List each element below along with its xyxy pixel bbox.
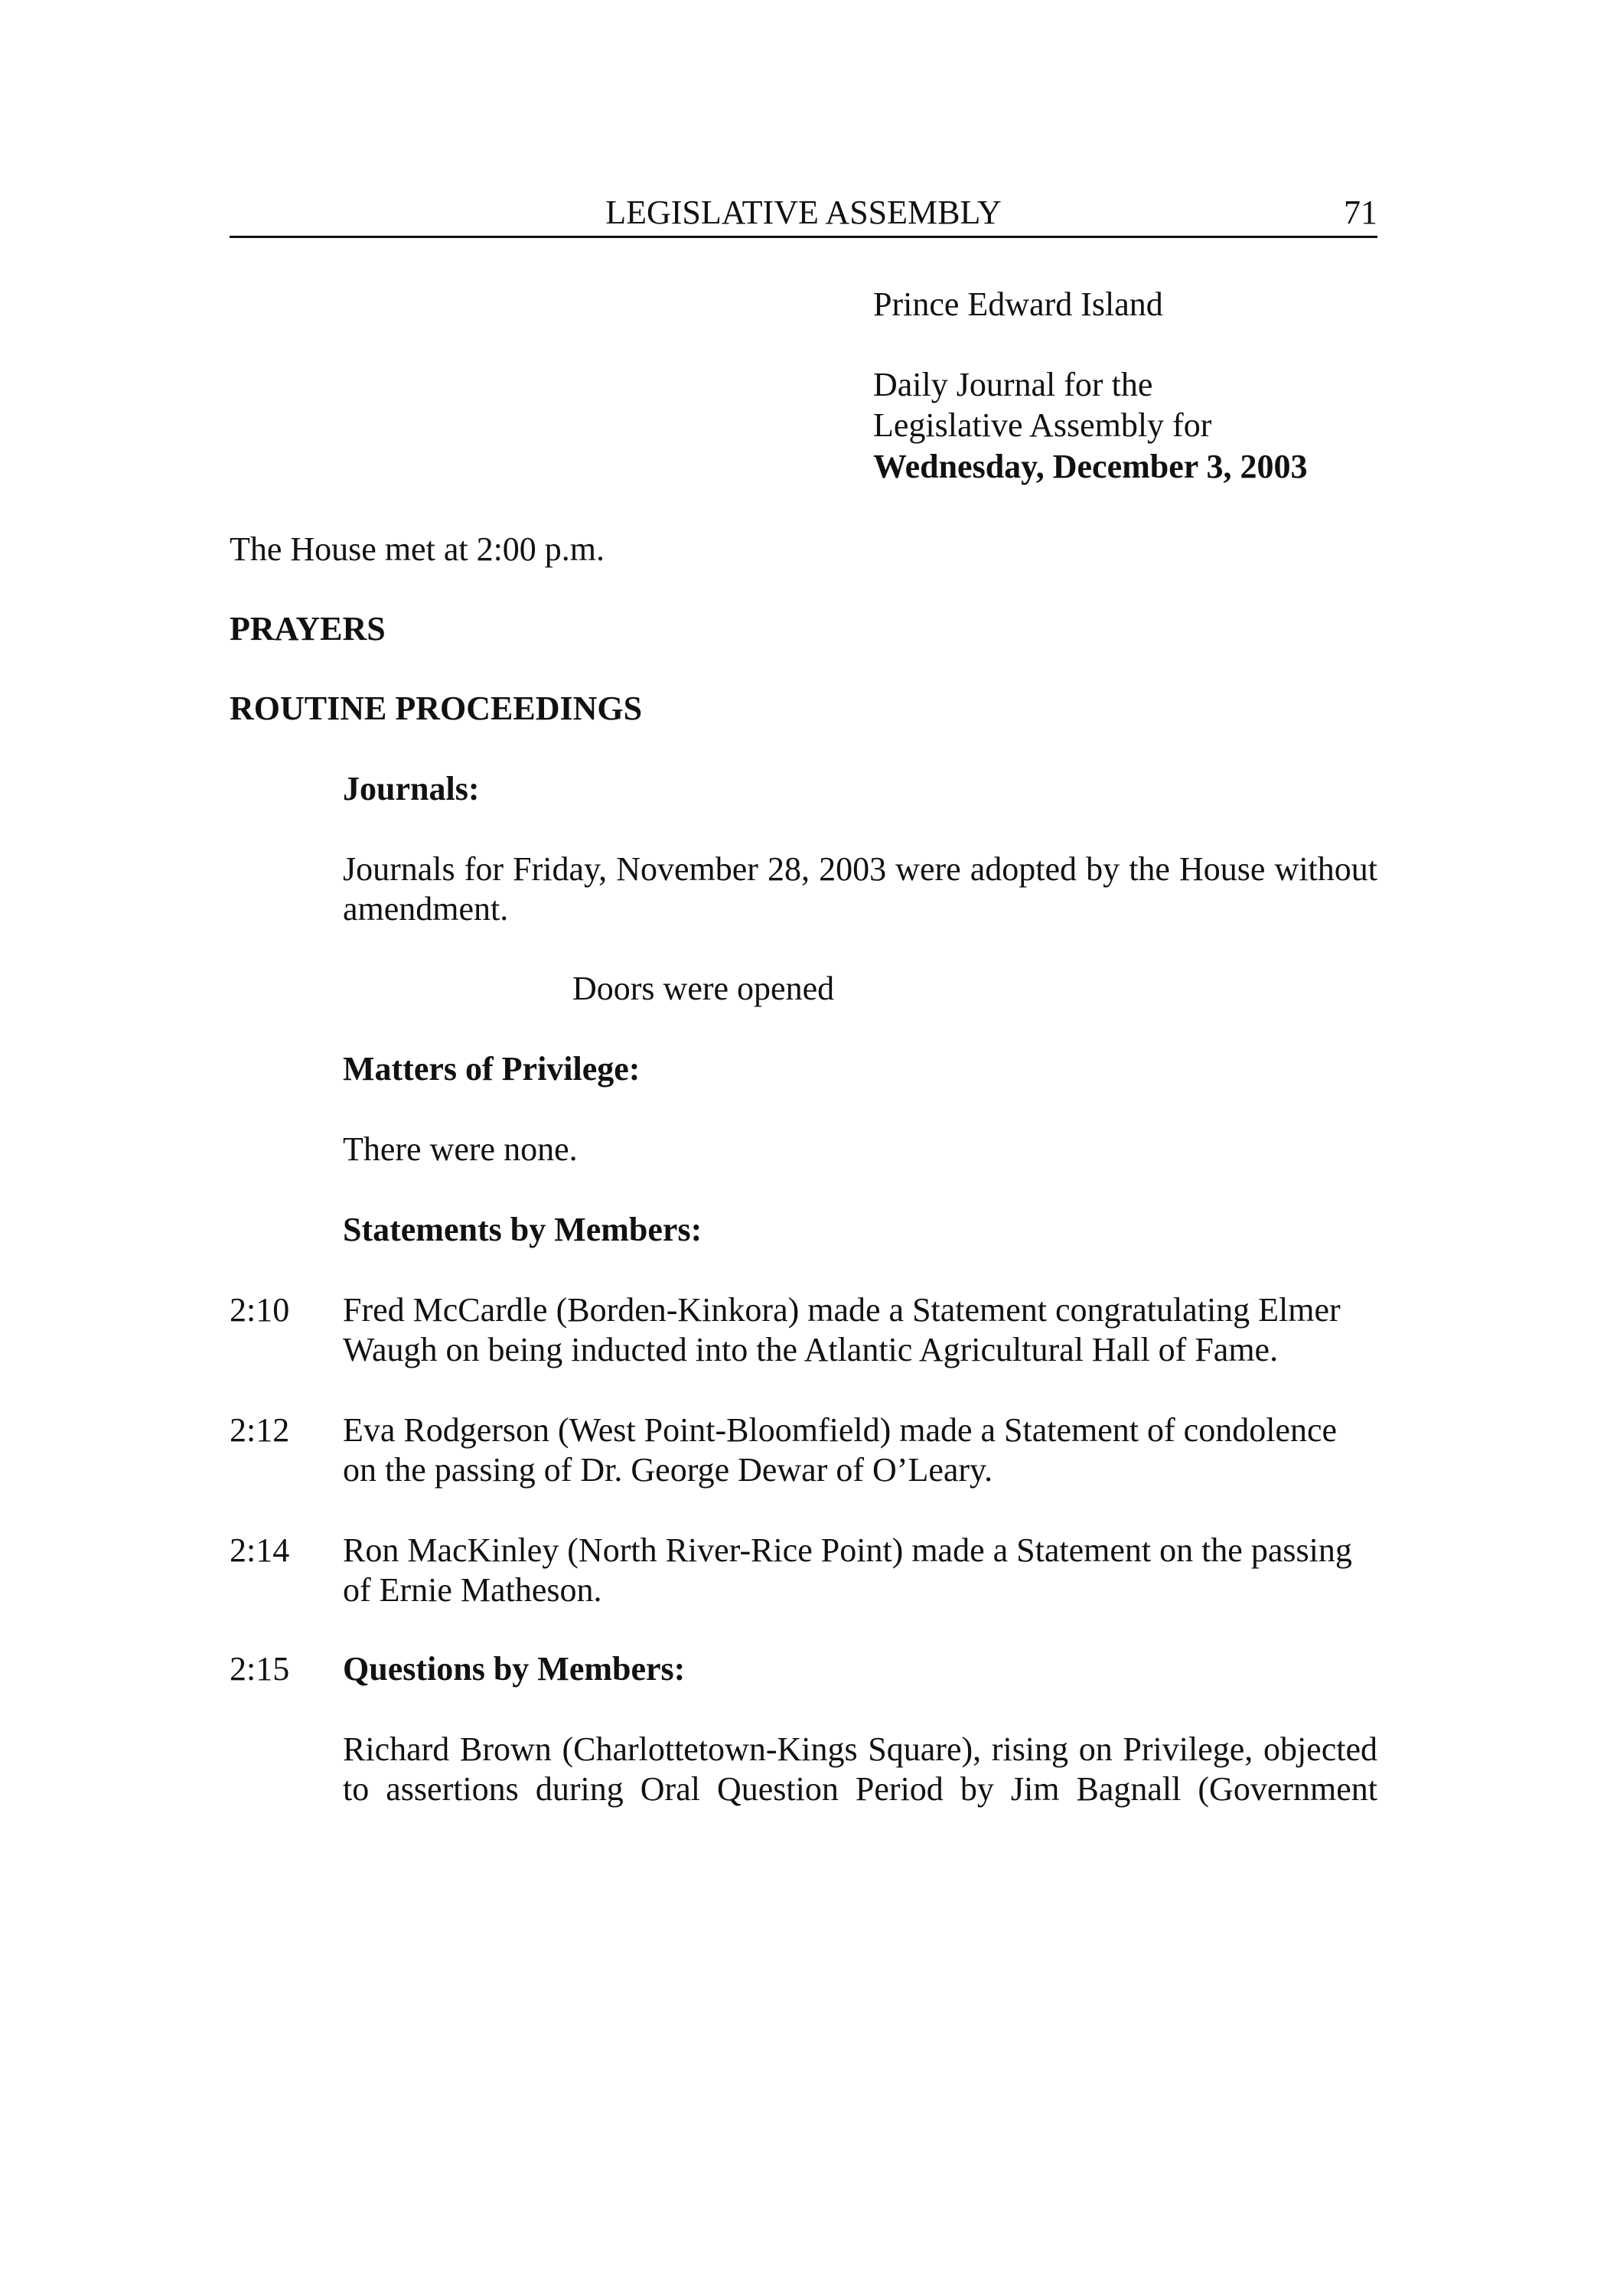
- house-met-line: The House met at 2:00 p.m.: [230, 530, 605, 568]
- running-header-title: LEGISLATIVE ASSEMBLY: [605, 194, 1002, 231]
- routine-proceedings-heading: ROUTINE PROCEEDINGS: [230, 690, 643, 727]
- header-rule: [230, 236, 1377, 238]
- questions-heading: Questions by Members:: [343, 1650, 686, 1688]
- questions-time: 2:15: [230, 1650, 290, 1688]
- journals-heading: Journals:: [343, 770, 480, 807]
- statement-entry: Ron MacKinley (North River-Rice Point) made a Statement on the passing of Ernie Matheson.: [343, 1531, 1352, 1609]
- privilege-heading: Matters of Privilege:: [343, 1050, 641, 1088]
- statement-time: 2:12: [230, 1411, 290, 1449]
- doors-opened-note: Doors were opened: [572, 970, 835, 1007]
- statement-entry: Eva Rodgerson (West Point-Bloomfield) made a Statement of condolence on the passing of Dr. George Dewar of O’Leary.: [343, 1411, 1338, 1489]
- statement-time: 2:14: [230, 1531, 290, 1569]
- journals-text: Journals for Friday, November 28, 2003 were adopted by the House without amendment.: [343, 850, 1377, 928]
- prayers-heading: PRAYERS: [230, 610, 386, 647]
- page-number: 71: [1344, 194, 1377, 231]
- statements-heading: Statements by Members:: [343, 1211, 702, 1248]
- questions-text: Richard Brown (Charlottetown-Kings Square), rising on Privilege, objected to assertions during Oral Question Period by Jim Bagnall (Government: [343, 1730, 1377, 1808]
- privilege-text: There were none.: [343, 1130, 578, 1168]
- journal-date: Wednesday, December 3, 2003: [873, 448, 1308, 485]
- statement-time: 2:10: [230, 1291, 290, 1329]
- statement-entry: Fred McCardle (Borden-Kinkora) made a Statement congratulating Elmer Waugh on being inducted into the Atlantic Agricultural Hall of Fame.: [343, 1291, 1341, 1368]
- jurisdiction-name: Prince Edward Island: [873, 285, 1163, 323]
- journal-title-line1: Daily Journal for the: [873, 366, 1153, 403]
- journal-title-line2: Legislative Assembly for: [873, 406, 1212, 444]
